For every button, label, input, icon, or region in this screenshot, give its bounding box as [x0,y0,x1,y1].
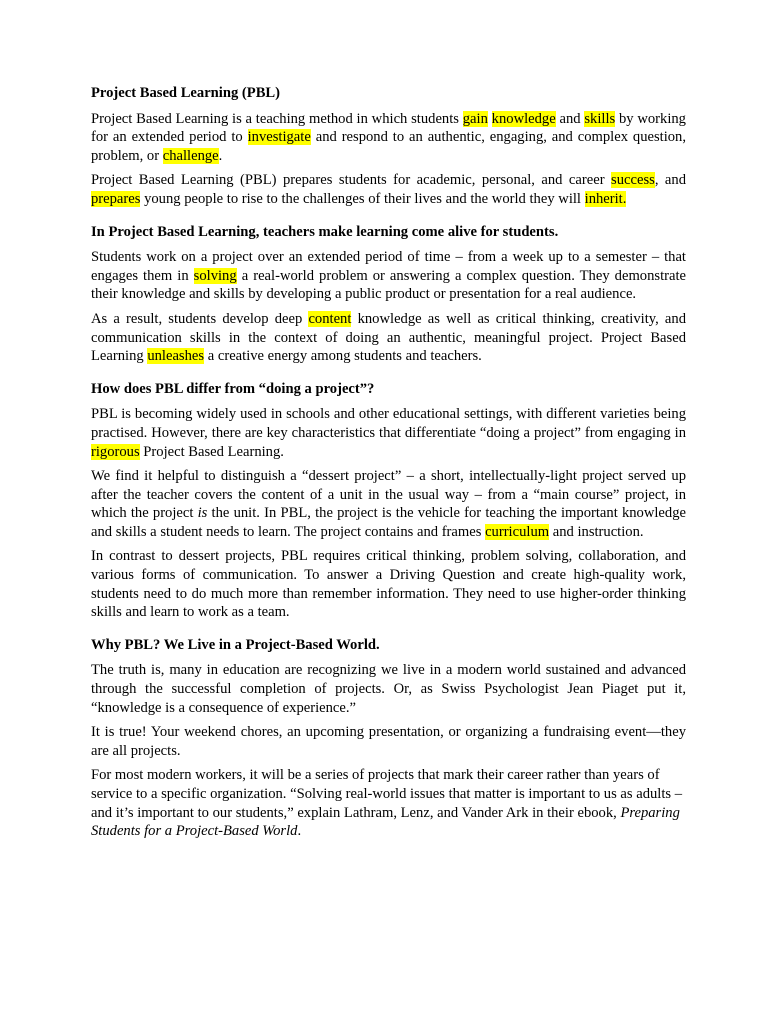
highlighted-term: solving [193,267,237,284]
text-run: Project Based Learning is a teaching method in which students [91,110,463,127]
section-heading: How does PBL differ from “doing a project”? [91,380,375,397]
text-run: PBL is becoming widely used in schools and other educational settings, with different varieties being practised. However, there are key characteristics that differentiate “doing a project” from engaging in [91,406,686,441]
highlighted-term: prepares [91,190,141,207]
emphasized-text: is [197,505,208,522]
body-paragraph [91,661,686,717]
body-paragraph [91,405,686,461]
text-run: For most modern workers, it will be a series of projects that mark their career rather than years of service to a specific organization. “Solving real-world issues that matter is important to us as adults – and it’s important to our students,” explain Lathram, Lenz, and Vander Ark in their ebook, [91,767,683,821]
text-run: . [218,147,223,164]
text-run: . [297,823,302,840]
highlighted-term: investigate [247,129,311,146]
text-run: , and [654,172,686,189]
text-run: a creative energy among students and teachers. [204,348,482,365]
body-paragraph [91,723,686,760]
text-run: and instruction. [549,523,644,540]
section-heading: Project Based Learning (PBL) [91,85,281,101]
section-heading: Why PBL? We Live in a Project-Based World. [91,636,380,653]
body-paragraph [91,547,686,621]
highlighted-term: skills [584,110,616,127]
text-run: We find it helpful to distinguish a “dessert project” – a short, intellectually-light project served up after the teacher covers the content of a unit in the usual way – from a “main course” project, in which the project [91,468,686,522]
highlighted-term: gain [462,110,488,127]
text-run: the unit. In PBL, the project is the vehicle for teaching the important knowledge and skills a student needs to learn. The project contains and frames [91,505,686,540]
body-paragraph [91,248,686,304]
body-paragraph [91,110,686,166]
body-paragraph [91,467,686,541]
body-paragraph [91,766,686,840]
highlighted-term: unleashes [147,348,205,365]
text-run: Students work on a project over an extended period of time – from a week up to a semester – that engages them in [91,249,686,284]
text-run: a real-world problem or answering a complex question. They demonstrate their knowledge and skills by developing a public product or presentation for a real audience. [91,267,686,303]
emphasized-text: Preparing Students for a Project-Based World [91,804,680,840]
highlighted-term: curriculum [485,523,550,540]
text-run: In contrast to dessert projects, PBL requires critical thinking, problem solving, collaboration, and various forms of communication. To answer a Driving Question and create high-quality work, students need to do much more than remember information. They need to use higher-order thinking skills and learn to work as a team. [91,548,686,621]
highlighted-term: knowledge [491,110,556,127]
highlighted-term: success [611,172,655,189]
body-paragraph [91,171,686,208]
text-run: young people to rise to the challenges of their lives and the world they will [140,190,585,207]
highlighted-term: rigorous [91,443,140,460]
text-run: The truth is, many in education are recognizing we live in a modern world sustained and advanced through the successful completion of projects. Or, as Swiss Psychologist Jean Piaget put it, “knowledge is a consequence of experience.” [91,662,686,716]
highlighted-term: content [308,310,352,327]
highlighted-term: inherit. [584,190,627,207]
section-heading: In Project Based Learning, teachers make learning come alive for students. [91,223,559,240]
text-run: It is true! Your weekend chores, an upcoming presentation, or organizing a fundraising event—they are all projects. [91,724,686,759]
text-run: and respond to an authentic, engaging, and complex question, problem, or [91,129,686,164]
document-page [91,84,686,847]
text-run: As a result, students develop deep [91,310,309,327]
text-run: and [555,110,585,127]
text-run: knowledge as well as critical thinking, creativity, and communication skills in the context of doing an authentic, meaningful project. Project Based Learning [91,310,686,365]
text-run: Project Based Learning (PBL) prepares students for academic, personal, and career [91,172,612,189]
text-run: Project Based Learning. [139,443,284,460]
highlighted-term: challenge [162,147,219,164]
body-paragraph [91,310,686,366]
text-run: by working for an extended period to [91,110,686,146]
